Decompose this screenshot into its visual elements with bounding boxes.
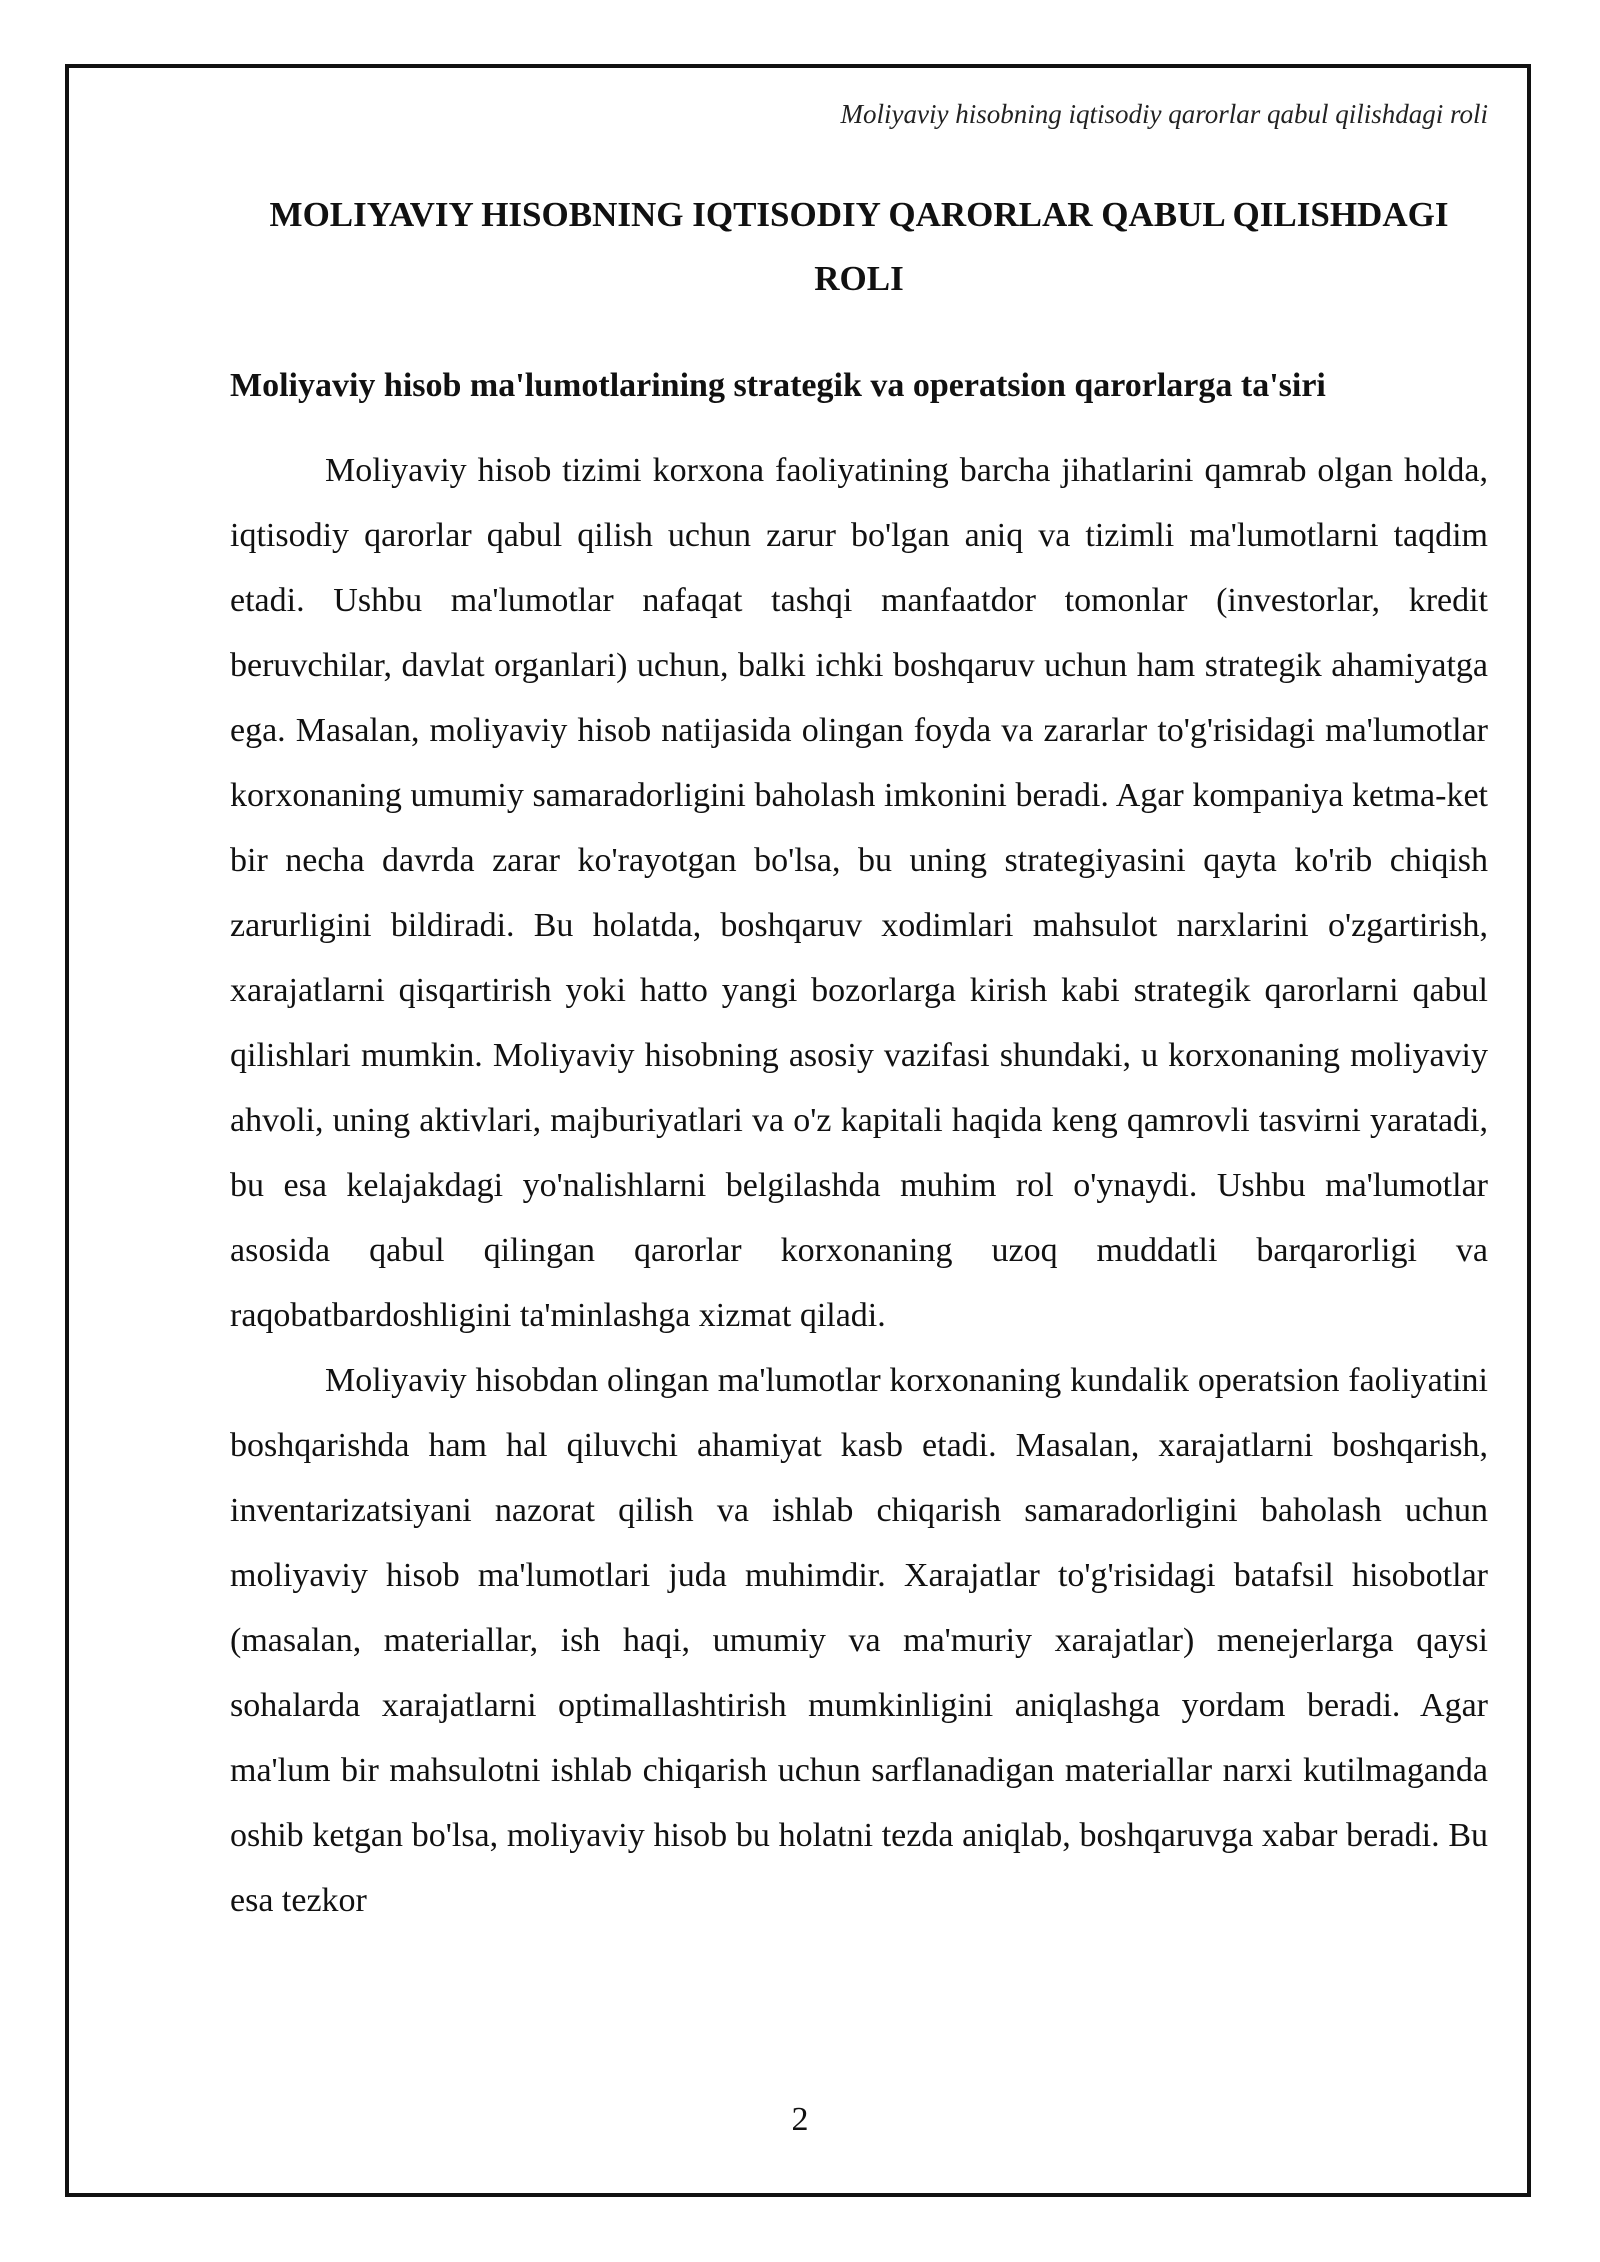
paragraph: Moliyaviy hisobdan olingan ma'lumotlar korxonaning kundalik operatsion faoliyatini boshqarishda ham hal qiluvchi ahamiyat kasb etadi. Masalan, xarajatlarni boshqarish, inventarizatsiyani nazorat qilish va ishlab chiqarish samaradorligini baholash uchun moliyaviy hisob ma'lumotlari juda muhimdir. Xarajatlar to'g'risidagi batafsil hisobotlar (masalan, materiallar, ish haqi, umumiy va ma'muriy xarajatlar) menejerlarga qaysi sohalarda xarajatlarni optimallashtirish mumkinligini aniqlashga yordam beradi. Agar ma'lum bir mahsulotni ishlab chiqarish uchun sarflanadigan materiallar narxi kutilmaganda oshib ketgan bo'lsa, moliyaviy hisob bu holatni tezda aniqlab, boshqaruvga xabar beradi. Bu esa tezkor [230,1362,1488,1919]
body-text [230,438,1488,1933]
page-number: 2 [791,2101,809,2138]
paragraph: Moliyaviy hisob tizimi korxona faoliyatining barcha jihatlarini qamrab olgan holda, iqtisodiy qarorlar qabul qilish uchun zarur bo'lgan aniq va tizimli ma'lumotlarni taqdim etadi. Ushbu ma'lumotlar nafaqat tashqi manfaatdor tomonlar (investorlar, kredit beruvchilar, davlat organlari) uchun, balki ichki boshqaruv uchun ham strategik ahamiyatga ega. Masalan, moliyaviy hisob natijasida olingan foyda va zararlar to'g'risidagi ma'lumotlar korxonaning umumiy samaradorligini baholash imkonini beradi. Agar kompaniya ketma-ket bir necha davrda zarar ko'rayotgan bo'lsa, bu uning strategiyasini qayta ko'rib chiqish zarurligini bildiradi. Bu holatda, boshqaruv xodimlari mahsulot narxlarini o'zgartirish, xarajatlarni qisqartirish yoki hatto yangi bozorlarga kirish kabi strategik qarorlarni qabul qilishlari mumkin. Moliyaviy hisobning asosiy vazifasi shundaki, u korxonaning moliyaviy ahvoli, uning aktivlari, majburiyatlari va o'z kapitali haqida keng qamrovli tasvirni yaratadi, bu esa kelajakdagi yo'nalishlarni belgilashda muhim rol o'ynaydi. Ushbu ma'lumotlar asosida qabul qilingan qarorlar korxonaning uzoq muddatli barqarorligi va raqobatbardoshligini ta'minlashga xizmat qiladi. [230,452,1488,1334]
section-heading: Moliyaviy hisob ma'lumotlarining strategik va operatsion qarorlarga ta'siri [230,367,1326,404]
document-title: MOLIYAVIY HISOBNING IQTISODIY QARORLAR QABUL QILISHDAGI ROLI [269,195,1449,298]
running-header: Moliyaviy hisobning iqtisodiy qarorlar qabul qilishdagi roli [840,99,1488,129]
